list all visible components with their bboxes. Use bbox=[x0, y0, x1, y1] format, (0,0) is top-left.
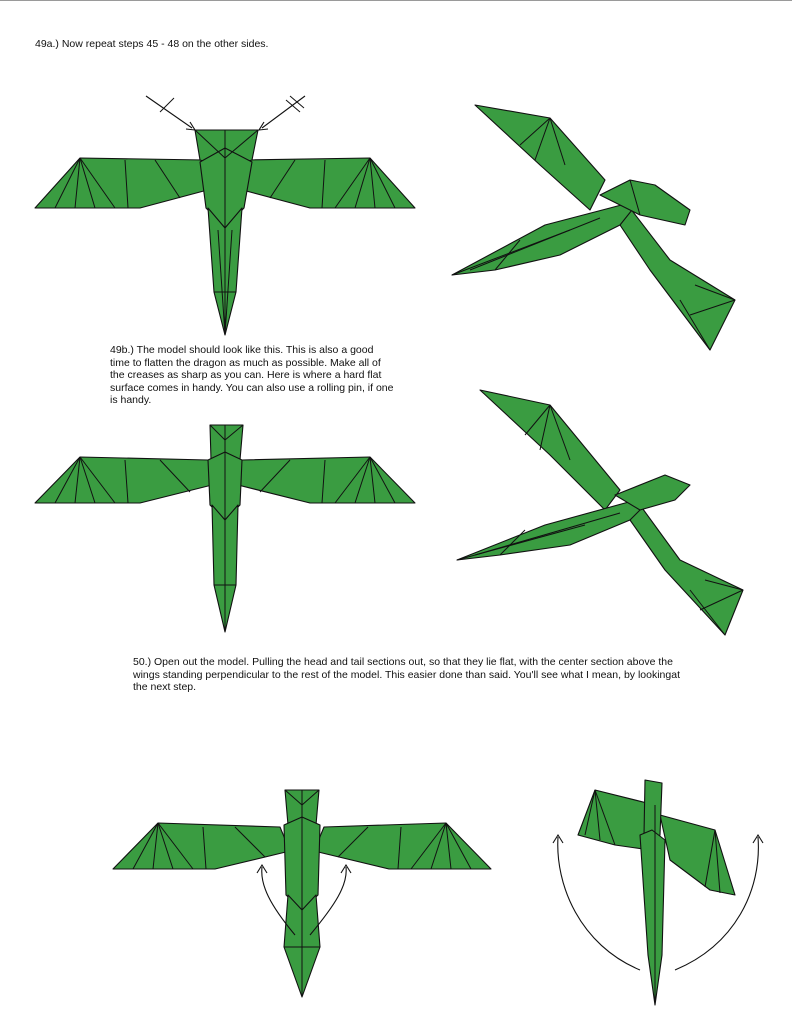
step-49a-text: 49a.) Now repeat steps 45 - 48 on the other sides. bbox=[35, 38, 269, 50]
dragon-angled-view bbox=[450, 100, 740, 355]
step-50-text: 50.) Open out the model. Pulling the head and tail sections out, so that they lie flat, with the center section above the wings standing perpendicular to the rest of the model. This easier done than said. You'll see what I mean, by lookingat the next step. bbox=[133, 656, 680, 693]
fold-arrows-49a bbox=[140, 90, 320, 140]
dragon-top-view-flattened bbox=[30, 420, 420, 640]
dragon-angled-view-flattened bbox=[455, 385, 745, 640]
step-49b-text: 49b.) The model should look like this. This is also a good time to flatten the dragon as much as possible. Make all of the creases as sharp as you can. Here is where a hard flat surface comes in handy. You can also use a rolling pin, if one is handy. bbox=[110, 344, 394, 406]
dragon-opened-side-view bbox=[540, 775, 770, 1015]
page-top-rule bbox=[0, 0, 792, 1]
dragon-opened-top-view bbox=[110, 785, 495, 1005]
